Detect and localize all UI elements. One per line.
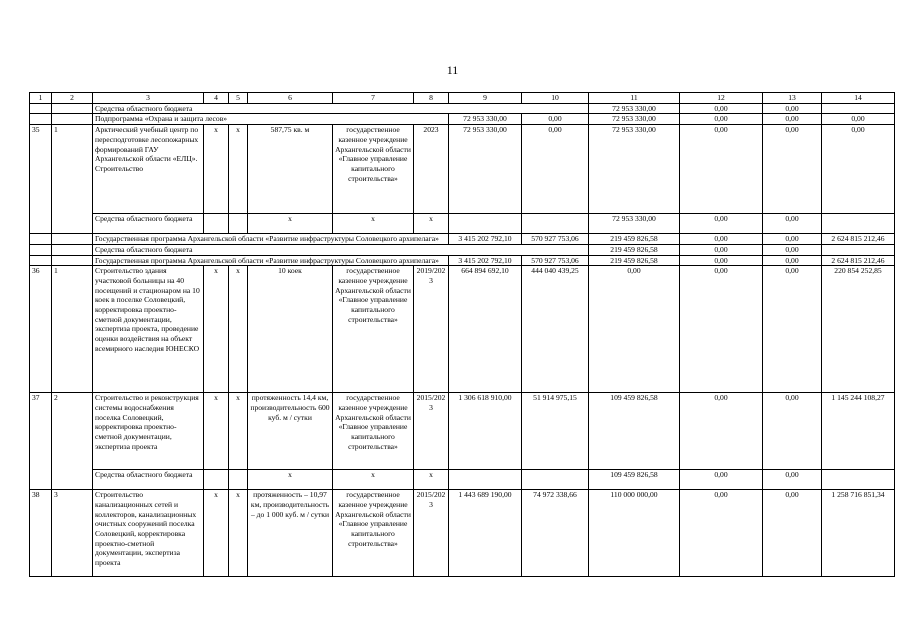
cell-value: 219 459 826,58 [589,255,680,266]
cell-value: 0,00 [763,470,822,490]
object-name: Строительство канализационных сетей и коллекторов, канализационных очистных сооружений поселка Соловецкий, корректировка проектно-сметной документации, экспертиза проекта [93,490,204,577]
cell-value: х [333,214,414,234]
column-header: 10 [522,93,589,104]
row-label: Средства областного бюджета [93,244,589,255]
cell-value: х [229,490,248,577]
cell-value: 0,00 [680,266,763,393]
table-row [30,393,895,470]
capacity: протяженность 14,4 км, производительность 600 куб. м / сутки [248,393,333,470]
cell-value: 0,00 [680,490,763,577]
cell-value: х [248,214,333,234]
table-row [30,214,895,234]
cell-value: 109 459 826,58 [589,470,680,490]
cell-value: х [414,470,449,490]
cell-value: 0,00 [589,266,680,393]
table-row [30,266,895,393]
cell-value: х [204,266,229,393]
cell-value: 3 415 202 792,10 [449,234,522,245]
row-label: Средства областного бюджета [93,470,204,490]
cell-value: 570 927 753,06 [522,234,589,245]
table-row [30,103,895,114]
table-row [30,125,895,214]
column-header: 4 [204,93,229,104]
table-row [30,470,895,490]
cell-value: х [229,125,248,214]
cell-value: 0,00 [522,114,589,125]
cell-value: 72 953 330,00 [449,125,522,214]
row-label: Государственная программа Архангельской области «Развитие инфраструктуры Соловецкого архипелага» [93,255,449,266]
cell-value: 664 894 692,10 [449,266,522,393]
cell-value: х [414,214,449,234]
column-header: 2 [52,93,93,104]
table-row [30,244,895,255]
sub-number: 2 [52,393,93,490]
capacity: 10 коек [248,266,333,393]
sub-number: 1 [52,125,93,234]
row-number: 35 [30,125,52,234]
customer: государственное казенное учреждение Архангельской области «Главное управление капитального строительства» [333,393,414,470]
column-numbers-row [30,93,895,104]
cell-value: 0,00 [763,266,822,393]
cell-value: 2 624 815 212,46 [822,255,895,266]
row-label: Подпрограмма «Охрана и защита лесов» [93,114,449,125]
cell-value: 0,00 [680,114,763,125]
cell-value: 0,00 [680,470,763,490]
cell-value: 72 953 330,00 [589,114,680,125]
cell-value: 0,00 [822,125,895,214]
cell-value: 0,00 [763,393,822,470]
cell-value: х [204,393,229,470]
cell-value: 0,00 [763,255,822,266]
table-row [30,490,895,577]
sub-number: 3 [52,490,93,577]
cell-value: 219 459 826,58 [589,234,680,245]
cell-value: 220 854 252,85 [822,266,895,393]
cell-value: 0,00 [822,114,895,125]
customer: государственное казенное учреждение Архангельской области «Главное управление капитального строительства» [333,125,414,214]
cell-value: 72 953 330,00 [589,214,680,234]
cell-value: 3 415 202 792,10 [449,255,522,266]
cell-value: 0,00 [763,103,822,114]
row-number: 37 [30,393,52,490]
object-name: Строительство здания участковой больницы на 40 посещений и стационаром на 10 коек в поселке Соловецкий, корректировка проектно-сметной документации, экспертиза проекта, проведение оценки воздействия на объект всемирного наследия ЮНЕСКО [93,266,204,393]
table-row [30,255,895,266]
cell-value: 110 000 000,00 [589,490,680,577]
cell-value: 0,00 [763,125,822,214]
column-header: 7 [333,93,414,104]
cell-value: 0,00 [680,234,763,245]
row-label: Государственная программа Архангельской области «Развитие инфраструктуры Соловецкого архипелага» [93,234,449,245]
cell-value: 0,00 [763,114,822,125]
period: 2015/2023 [414,393,449,470]
object-name: Строительство и реконструкция системы водоснабжения поселка Соловецкий, корректировка проектно-сметной документации, экспертиза проекта [93,393,204,470]
cell-value: 444 040 439,25 [522,266,589,393]
cell-value: 51 914 975,15 [522,393,589,470]
column-header: 1 [30,93,52,104]
column-header: 9 [449,93,522,104]
customer: государственное казенное учреждение Архангельской области «Главное управление капитального строительства» [333,266,414,393]
cell-value: 0,00 [763,234,822,245]
cell-value: 0,00 [763,490,822,577]
cell-value: 1 258 716 851,34 [822,490,895,577]
column-header: 14 [822,93,895,104]
column-header: 6 [248,93,333,104]
row-label: Средства областного бюджета [93,214,204,234]
cell-value: 0,00 [680,125,763,214]
cell-value: 72 953 330,00 [589,125,680,214]
cell-value: х [229,393,248,470]
row-number: 36 [30,266,52,393]
cell-value: 0,00 [680,244,763,255]
column-header: 11 [589,93,680,104]
period: 2015/2023 [414,490,449,577]
column-header: 8 [414,93,449,104]
cell-value: х [204,490,229,577]
cell-value: х [248,470,333,490]
cell-value: 1 443 689 190,00 [449,490,522,577]
row-number: 38 [30,490,52,577]
period: 2019/2023 [414,266,449,393]
row-label: Средства областного бюджета [93,103,589,114]
cell-value: 74 972 338,66 [522,490,589,577]
column-header: 3 [93,93,204,104]
cell-value: х [333,470,414,490]
cell-value: 1 306 618 910,00 [449,393,522,470]
table-row [30,114,895,125]
cell-value: 0,00 [763,214,822,234]
cell-value: 570 927 753,06 [522,255,589,266]
column-header: 5 [229,93,248,104]
period: 2023 [414,125,449,214]
cell-value: 72 953 330,00 [589,103,680,114]
sub-number: 1 [52,266,93,393]
column-header: 12 [680,93,763,104]
cell-value: 2 624 815 212,46 [822,234,895,245]
budget-table [29,92,895,577]
cell-value: 0,00 [522,125,589,214]
cell-value: 0,00 [680,103,763,114]
cell-value: 72 953 330,00 [449,114,522,125]
cell-value: 109 459 826,58 [589,393,680,470]
table-row [30,234,895,245]
capacity: протяженность – 10,97 км, производительность – до 1 000 куб. м / сутки [248,490,333,577]
column-header: 13 [763,93,822,104]
cell-value: х [229,266,248,393]
cell-value: 0,00 [763,244,822,255]
cell-value: 0,00 [680,393,763,470]
cell-value: х [204,125,229,214]
object-name: Арктический учебный центр по пересподготовке лесопожарных формирований ГАУ Архангельской области «ЕЛЦ». Строительство [93,125,204,214]
cell-value: 1 145 244 108,27 [822,393,895,470]
cell-value: 219 459 826,58 [589,244,680,255]
capacity: 587,75 кв. м [248,125,333,214]
page-number: 11 [446,63,459,77]
cell-value: 0,00 [680,255,763,266]
customer: государственное казенное учреждение Архангельской области «Главное управление капитального строительства» [333,490,414,577]
cell-value: 0,00 [680,214,763,234]
